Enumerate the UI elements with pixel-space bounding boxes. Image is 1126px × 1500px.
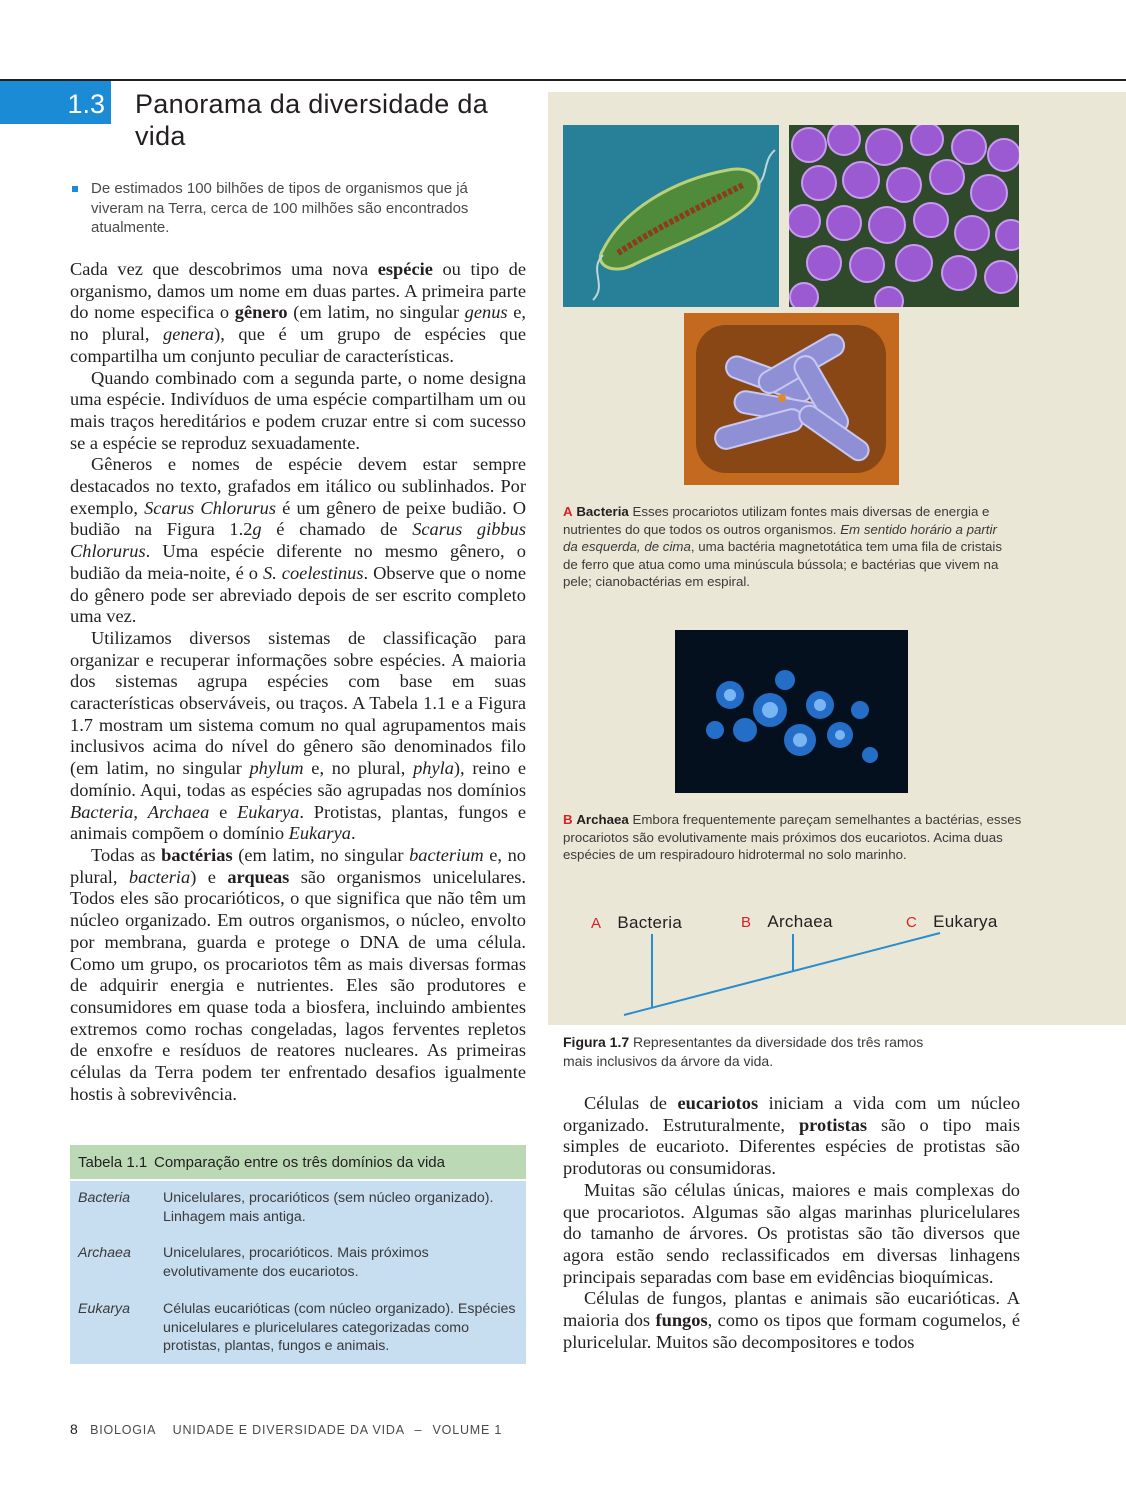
tree-label-eukarya: C Eukarya <box>906 912 998 931</box>
paragraph: Cada vez que descobrimos uma nova espécie ou tipo de organismo, damos um nome em duas partes. A primeira parte do nome especifica o gênero (em latim, no singular genus e, no plural, genera), que é um grupo de espécies que compartilha um conjunto peculiar de características. <box>70 259 527 366</box>
page-footer: 8 BIOLOGIA UNIDADE E DIVERSIDADE DA VIDA – VOLUME 1 <box>70 1421 503 1437</box>
body-text-right <box>563 1093 1020 1353</box>
paragraph: Gêneros e nomes de espécie devem estar sempre destacados no texto, grafados em itálico ou sublinhados. Por exemplo, Scarus Chlorurus é um gênero de peixe budião. O budião na Figura 1.2g é chamado de Scarus gibbus Chlorurus. Uma espécie diferente no mesmo gênero, o budião da meia-noite, é o S. coelestinus. Observe que o nome do gênero pode ser abreviado depois de ser escrito completo uma vez. <box>70 454 527 627</box>
photo-skin-bacteria <box>789 125 1019 307</box>
table-cell-domain: Eukarya <box>78 1300 131 1317</box>
caption-archaea: B Archaea Embora frequentemente pareçam semelhantes a bactérias, esses procariotos são evolutivamente mais próximos dos eucariotos. Acima duas espécies de um respiradouro hidrotermal no solo marinho. <box>563 812 1022 862</box>
table-cell-desc: Unicelulares, procarióticos. Mais próximos evolutivamente dos eucariotos. <box>163 1245 429 1281</box>
footer-subject: BIOLOGIA <box>90 1423 156 1437</box>
tree-label-archaea: B Archaea <box>741 912 833 931</box>
paragraph: Células de eucariotos iniciam a vida com um núcleo organizado. Estruturalmente, protistas são o tipo mais simples de eucarioto. Diferentes espécies de protistas são produtoras ou consumidoras. <box>563 1093 1021 1179</box>
footer-unit: UNIDADE E DIVERSIDADE DA VIDA <box>172 1423 405 1437</box>
tree-trunk <box>624 933 940 1015</box>
figure-caption: Figura 1.7 Representantes da diversidade dos três ramos mais inclusivos da árvore da vida. <box>563 1034 924 1069</box>
table-row <box>70 1189 526 1226</box>
summary-text: De estimados 100 bilhões de tipos de organismos que já viveram na Terra, cerca de 100 milhões são encontrados atualmente. <box>91 180 469 236</box>
table-cell-desc: Unicelulares, procarióticos (sem núcleo organizado). Linhagem mais antiga. <box>163 1190 494 1225</box>
section-title: Panorama da diversidade da vida <box>135 89 489 151</box>
table-cell-desc: Células eucarióticas (com núcleo organizado). Espécies unicelulares e pluricelulares categorizadas como protistas, plantas, fungos e animais. <box>163 1300 516 1355</box>
table-title: Comparação entre os três domínios da vida <box>154 1153 445 1171</box>
paragraph: Quando combinado com a segunda parte, o nome designa uma espécie. Indivíduos de uma espécie compartilham um ou mais traços hereditários e podem cruzar entre si com sucesso se a espécie se reproduz sexuadamente. <box>70 367 526 453</box>
page-number: 8 <box>70 1421 78 1437</box>
table-header <box>70 1145 526 1179</box>
table-domains <box>70 1145 526 1364</box>
tree-label-bacteria: A Bacteria <box>591 913 683 932</box>
table-body <box>70 1179 526 1364</box>
table-row <box>70 1244 526 1281</box>
caption-bacteria: A Bacteria Esses procariotos utilizam fontes mais diversas de energia e nutrientes do que todos os outros organismos. Em sentido horário a partir da esquerda, de cima, uma bactéria magnetotática tem uma fila de cristais de ferro que atua como uma minúscula bússola; e bactérias que vivem na pele; cianobactérias em espiral. <box>563 504 1003 589</box>
photo-cyanobacteria <box>684 313 899 485</box>
top-rule <box>0 79 1126 81</box>
section-summary <box>72 179 512 238</box>
table-row <box>70 1300 526 1356</box>
section-number: 1.3 <box>0 81 111 124</box>
paragraph: Utilizamos diversos sistemas de classificação para organizar e recuperar informações sobre espécies. A maioria dos sistemas agrupa espécies com base em suas características observáveis, ou traços. A Tabela 1.1 e a Figura 1.7 mostram um sistema comum no qual agrupamentos mais inclusivos acima do nível do gênero são denominados filo (em latim, no singular phylum e, no plural, phyla), reino e domínio. Aqui, todas as espécies são agrupadas nos domínios Bacteria, Archaea e Eukarya. Protistas, plantas, fungos e animais compõem o domínio Eukarya. <box>70 627 527 844</box>
bullet-square-icon <box>72 186 78 192</box>
table-cell-domain: Bacteria <box>78 1190 131 1206</box>
table-cell-domain: Archaea <box>78 1245 131 1262</box>
footer-volume: VOLUME 1 <box>432 1423 503 1437</box>
photo-archaea <box>675 630 908 793</box>
paragraph: Células de fungos, plantas e animais são eucarióticas. A maioria dos fungos, como os tipos que formam cogumelos, é pluricelular. Muitos são decompositores e todos <box>563 1288 1020 1352</box>
paragraph: Muitas são células únicas, maiores e mais complexas do que procariotos. Algumas são algas marinhas pluricelulares do tamanho de árvores. Os protistas são tão diversos que agora estão sendo reclassificados em diversas linhagens principais separadas com base em evidências bioquímicas. <box>563 1179 1020 1287</box>
body-text-left <box>70 259 526 1105</box>
paragraph: Todas as bactérias (em latim, no singular bacterium e, no plural, bacteria) e arqueas são organismos unicelulares. Todos eles são procarióticos, o que significa que não têm um núcleo organizado. Em outros organismos, o núcleo, envolto por membrana, guarda e protege o DNA de uma célula. Como um grupo, os procariotos têm as mais diversas formas de adquirir energia e nutrientes. Eles são produtores e consumidores em quase toda a biosfera, incluindo ambientes extremos como rochas congeladas, lagos ferventes repletos de enxofre e resíduos de reatores nucleares. As primeiras células da Terra podem ter enfrentado desafios igualmente hostis à sobrevivência. <box>70 844 527 1104</box>
table-label: Tabela 1.1 <box>78 1153 148 1171</box>
tree-of-life-diagram <box>548 920 1126 1020</box>
photo-magnetotactic-bacterium <box>563 125 779 307</box>
